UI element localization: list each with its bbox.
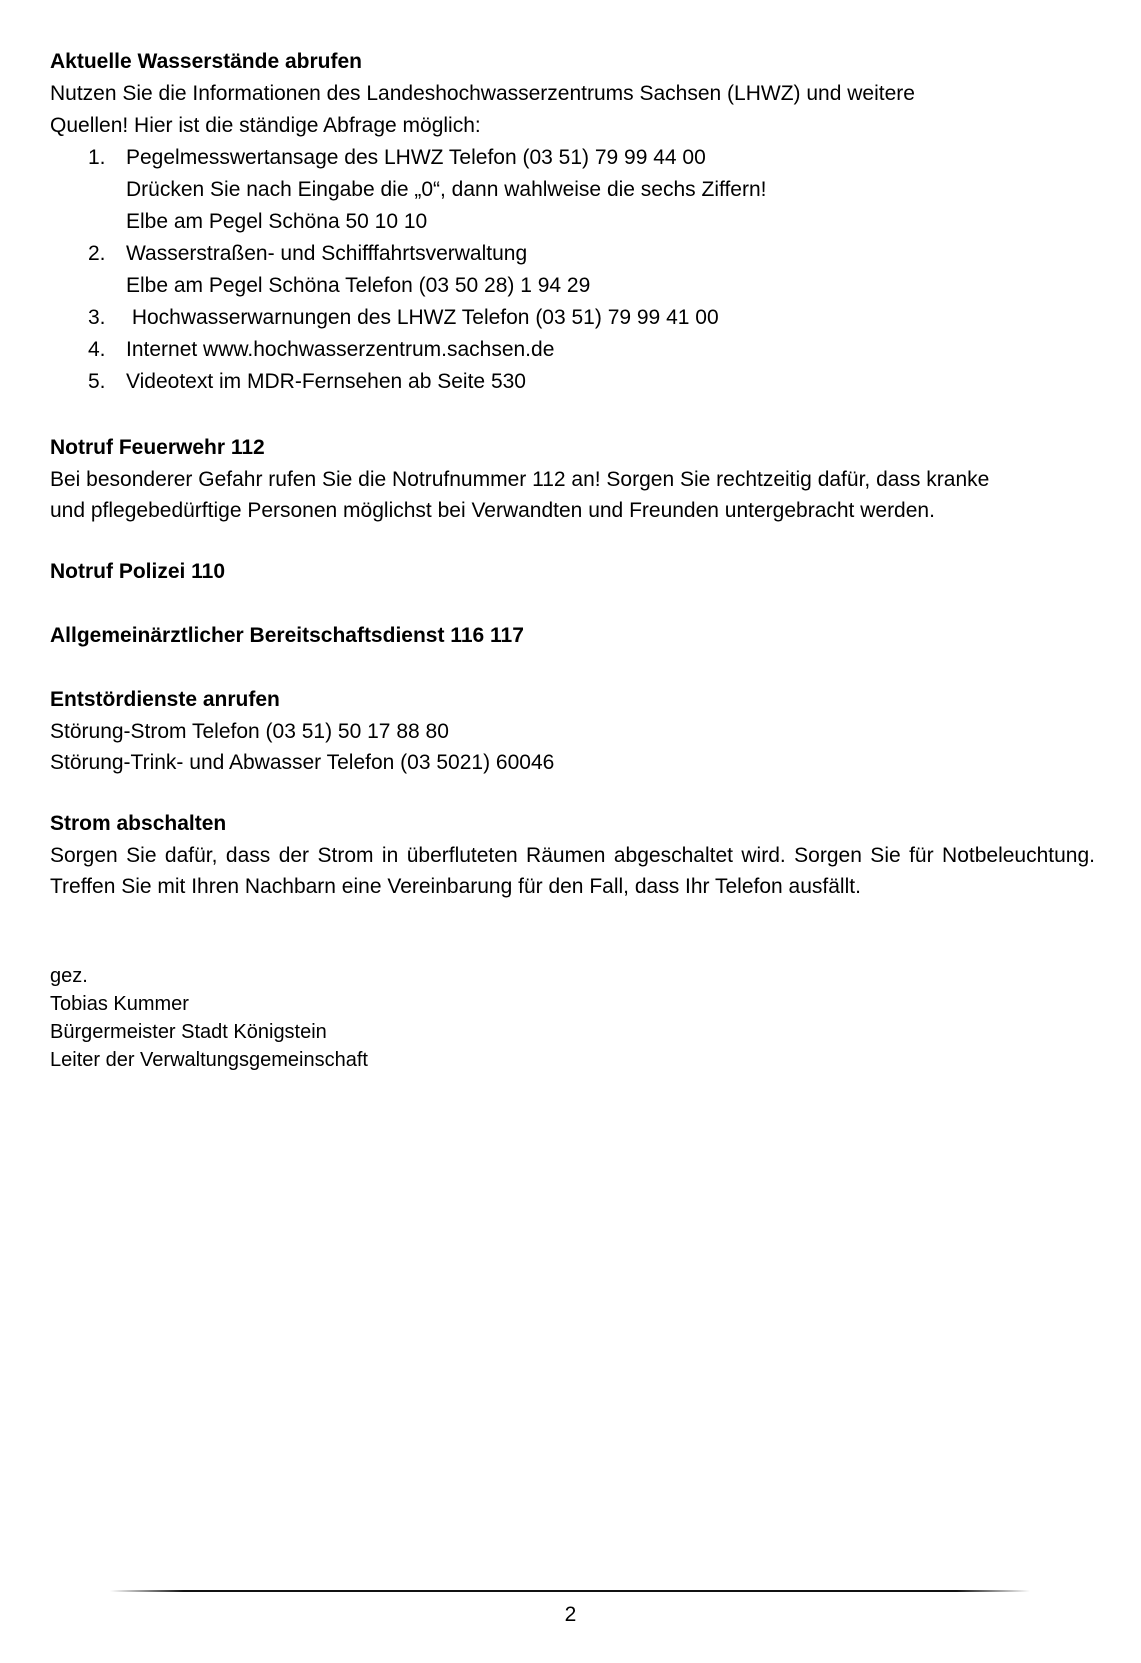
signature-title: Bürgermeister Stadt Königstein: [50, 1021, 327, 1043]
section-entstoerdienste: [50, 684, 1095, 778]
paragraph-line: Störung-Strom Telefon (03 51) 50 17 88 80: [50, 720, 449, 743]
signature-block: [50, 962, 1095, 1074]
spacer: [50, 902, 1095, 962]
spacer: [50, 778, 1095, 808]
section-heading: Notruf Polizei 110: [50, 560, 226, 583]
paragraph-line: Störung-Trink- und Abwasser Telefon (03 5021) 60046: [50, 751, 555, 774]
signature-title: Leiter der Verwaltungsgemeinschaft: [50, 1049, 368, 1071]
list-number: 1.: [88, 146, 106, 169]
list-item-line: Hochwasserwarnungen des LHWZ Telefon (03 51) 79 99 41 00: [126, 306, 719, 329]
section-wasserstaende: [50, 46, 1095, 398]
spacer: [50, 588, 1095, 620]
section-feuerwehr: [50, 432, 1095, 526]
page-number: 2: [564, 1603, 577, 1626]
section-bereitschaftsdienst: [50, 620, 1095, 652]
list-item-line: Videotext im MDR-Fernsehen ab Seite 530: [126, 370, 526, 393]
paragraph: Sorgen Sie dafür, dass der Strom in überfluteten Räumen abgeschaltet wird. Sorgen Sie für Notbeleuchtung. Treffen Sie mit Ihren Nachbarn eine Vereinbarung für den Fall, dass Ihr Telefon ausfällt.: [50, 844, 1095, 898]
list-number: 5.: [88, 370, 106, 393]
document-page: [50, 46, 1095, 1074]
paragraph-line: Nutzen Sie die Informationen des Landeshochwasserzentrums Sachsen (LHWZ) und weitere: [50, 82, 915, 105]
paragraph-line: und pflegebedürftige Personen möglichst bei Verwandten und Freunden untergebracht werden.: [50, 499, 935, 522]
list-item-line: Wasserstraßen- und Schifffahrtsverwaltung: [126, 242, 528, 265]
section-heading: Notruf Feuerwehr 112: [50, 436, 265, 459]
list-item: [50, 142, 1095, 238]
list-item-line: Elbe am Pegel Schöna Telefon (03 50 28) 1 94 29: [126, 274, 591, 297]
list-item: [50, 238, 1095, 302]
section-strom: [50, 808, 1095, 902]
list-item: [50, 366, 1095, 398]
paragraph-line: Quellen! Hier ist die ständige Abfrage möglich:: [50, 114, 481, 137]
section-heading: Strom abschalten: [50, 812, 227, 835]
list-number: 3.: [88, 306, 106, 329]
list-item: [50, 302, 1095, 334]
section-heading: Aktuelle Wasserstände abrufen: [50, 50, 362, 73]
numbered-list: [50, 142, 1095, 398]
list-number: 2.: [88, 242, 106, 265]
list-item-line: Elbe am Pegel Schöna 50 10 10: [126, 210, 428, 233]
signature-gez: gez.: [50, 965, 88, 987]
list-item: [50, 334, 1095, 366]
paragraph-line: Bei besonderer Gefahr rufen Sie die Notrufnummer 112 an! Sorgen Sie rechtzeitig dafür, dass kranke: [50, 468, 990, 491]
spacer: [50, 526, 1095, 556]
list-item-line: Drücken Sie nach Eingabe die „0“, dann wahlweise die sechs Ziffern!: [126, 178, 767, 201]
section-heading: Entstördienste anrufen: [50, 688, 280, 711]
list-item-line: Internet www.hochwasserzentrum.sachsen.de: [126, 338, 555, 361]
signature-name: Tobias Kummer: [50, 993, 189, 1015]
section-polizei: [50, 556, 1095, 588]
list-item-line: Pegelmesswertansage des LHWZ Telefon (03 51) 79 99 44 00: [126, 146, 706, 169]
spacer: [50, 398, 1095, 432]
list-number: 4.: [88, 338, 106, 361]
spacer: [50, 652, 1095, 684]
section-heading: Allgemeinärztlicher Bereitschaftsdienst 116 117: [50, 624, 524, 647]
footer-divider: [110, 1590, 1030, 1592]
